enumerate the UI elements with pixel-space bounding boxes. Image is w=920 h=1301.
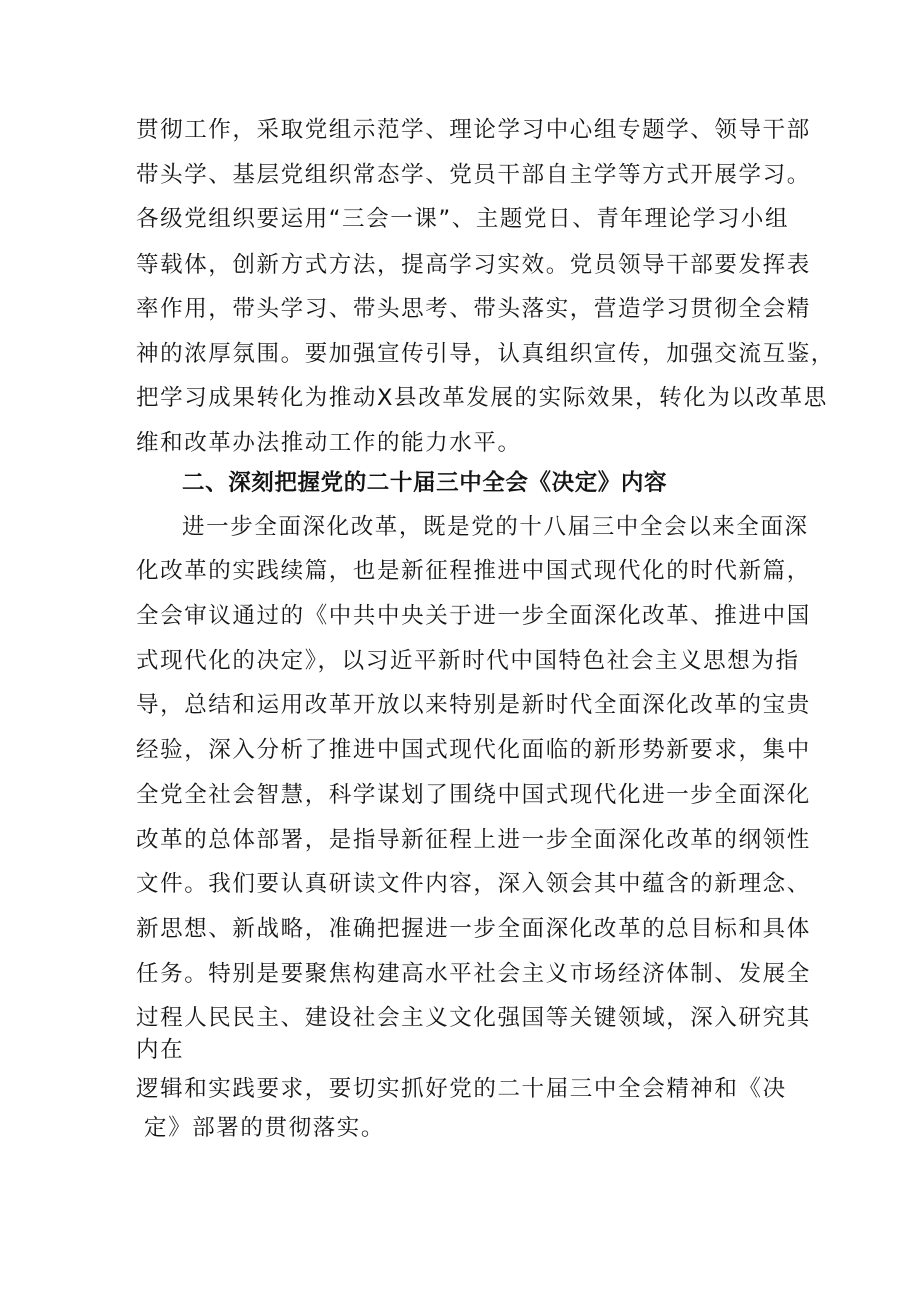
paragraph-line: 维和改革办法推动工作的能力水平。	[136, 430, 522, 456]
paragraph-line: 经验，深入分析了推进中国式现代化面临的新形势新要求，集中	[136, 737, 811, 763]
paragraph-line: 全会审议通过的《中共中央关于进一步全面深化改革、推进中国	[136, 603, 811, 629]
paragraph-line: 新思想、新战略，准确把握进一步全面深化改革的总目标和具体	[136, 916, 811, 942]
paragraph-line: 改革的总体部署，是指导新征程上进一步全面深化改革的纲领性	[136, 827, 811, 853]
paragraph-line: 导，总结和运用改革开放以来特别是新时代全面深化改革的宝贵	[136, 692, 811, 718]
paragraph-line: 文件。我们要认真研读文件内容，深入领会其中蕴含的新理念、	[136, 871, 811, 897]
paragraph-line: 率作用，带头学习、带头思考、带头落实，营造学习贯彻全会精	[136, 296, 811, 322]
paragraph-line: 化改革的实践续篇，也是新征程推进中国式现代化的时代新篇，	[136, 558, 811, 584]
paragraph-line: 过程人民民主、建设社会主义文化强国等关键领域，深入研究其	[136, 1005, 811, 1031]
paragraph-line: 把学习成果转化为推动X县改革发展的实际效果，转化为以改革思	[136, 385, 828, 411]
paragraph-line: 内在	[136, 1037, 185, 1063]
paragraph-line: 神的浓厚氛围。要加强宣传引导，认真组织宣传，加强交流互鉴，	[136, 341, 835, 367]
paragraph-line: 各级党组织要运用“三会一课”、主题党日、青年理论学习小组	[136, 206, 790, 232]
section-heading: 二、深刻把握党的二十届三中全会《决定》内容	[182, 470, 668, 496]
paragraph-line: 定》部署的贯彻落实。	[144, 1115, 386, 1141]
paragraph-line: 任务。特别是要聚焦构建高水平社会主义市场经济体制、发展全	[136, 961, 811, 987]
paragraph-line: 贯彻工作，采取党组示范学、理论学习中心组专题学、领导干部	[136, 117, 811, 143]
paragraph-line: 全党全社会智慧，科学谋划了围绕中国式现代化进一步全面深化	[136, 782, 811, 808]
paragraph-line: 等载体，创新方式方法，提高学习实效。党员领导干部要发挥表	[136, 252, 811, 278]
paragraph-line: 进一步全面深化改革，既是党的十八届三中全会以来全面深	[182, 514, 809, 540]
paragraph-line: 带头学、基层党组织常态学、党员干部自主学等方式开展学习。	[136, 162, 811, 188]
paragraph-line: 式现代化的决定》，以习近平新时代中国特色社会主义思想为指	[136, 648, 800, 674]
paragraph-line: 逻辑和实践要求，要切实抓好党的二十届三中全会精神和《决	[136, 1076, 787, 1102]
